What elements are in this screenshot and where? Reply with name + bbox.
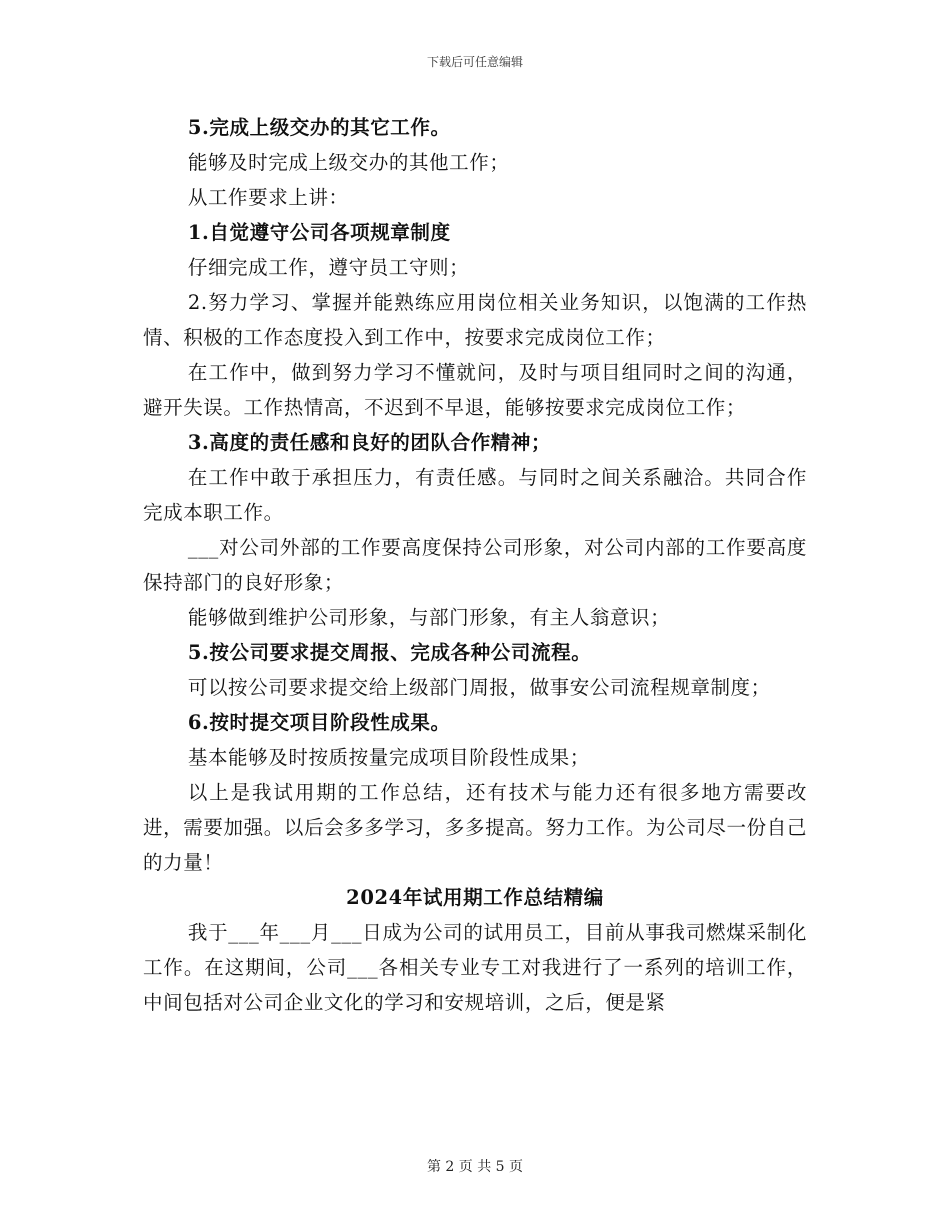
paragraph: 在工作中敢于承担压力，有责任感。与同时之间关系融洽。共同合作完成本职工作。 [143, 466, 807, 524]
paragraph-heading: 1.自觉遵守公司各项规章制度 [187, 221, 451, 244]
paragraph: 以上是我试用期的工作总结，还有技术与能力还有很多地方需要改进，需要加强。以后会多多学习，多多提高。努力工作。为公司尽一份自己的力量！ [143, 781, 807, 874]
paragraph-heading: 5.完成上级交办的其它工作。 [187, 116, 451, 139]
paragraph: 我于___年___月___日成为公司的试用员工，目前从事我司燃煤采制化工作。在这期间，公司___各相关专业专工对我进行了一系列的培训工作，中间包括对公司企业文化的学习和安规培训，之后，便是紧 [143, 921, 807, 1014]
paragraph: 仔细完成工作，遵守员工守则； [187, 256, 470, 279]
paragraph: ___对公司外部的工作要高度保持公司形象，对公司内部的工作要高度保持部门的良好形象； [143, 536, 807, 594]
page-header: 下载后可任意编辑 [426, 55, 523, 69]
paragraph: 能够做到维护公司形象，与部门形象，有主人翁意识； [187, 606, 671, 629]
page-footer: 第 2 页 共 5 页 [426, 1159, 524, 1175]
paragraph-heading: 5.按公司要求提交周报、完成各种公司流程。 [187, 641, 592, 664]
document-body [143, 110, 807, 1020]
paragraph-heading: 3.高度的责任感和良好的团队合作精神； [187, 431, 552, 454]
section-title: 2024年试用期工作总结精编 [346, 886, 604, 909]
paragraph: 2.努力学习、掌握并能熟练应用岗位相关业务知识，以饱满的工作热情、积极的工作态度投入到工作中，按要求完成岗位工作； [143, 291, 807, 349]
paragraph: 从工作要求上讲： [187, 186, 349, 209]
paragraph: 能够及时完成上级交办的其他工作； [187, 151, 510, 174]
paragraph-heading: 6.按时提交项目阶段性成果。 [187, 711, 451, 734]
paragraph: 基本能够及时按质按量完成项目阶段性成果； [187, 746, 590, 769]
paragraph: 可以按公司要求提交给上级部门周报，做事安公司流程规章制度； [187, 676, 771, 699]
paragraph: 在工作中，做到努力学习不懂就问，及时与项目组同时之间的沟通，避开失误。工作热情高，不迟到不早退，能够按要求完成岗位工作； [143, 361, 807, 419]
